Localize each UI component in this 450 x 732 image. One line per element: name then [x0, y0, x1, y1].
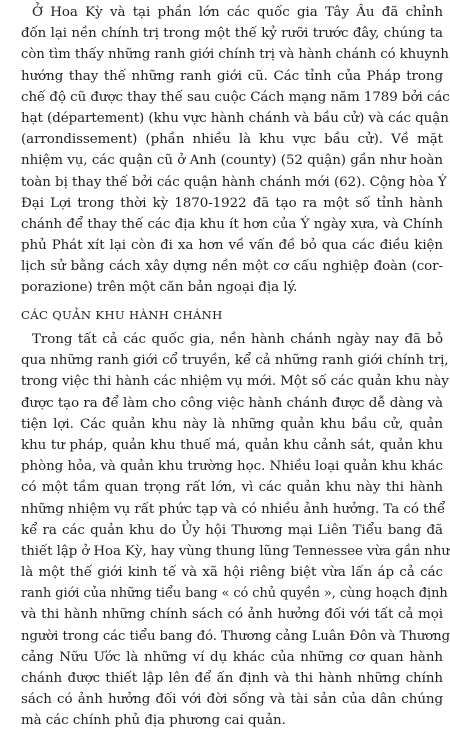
text-line: phủ Phát xít lại còn đi xa hơn về vấn đề bỏ qua các điều kiện [21, 238, 443, 254]
text-line: qua những ranh giới cổ truyền, kể cả những ranh giới chính trị, [21, 353, 449, 369]
text-line: Đại Lợi trong thời kỳ 1870-1922 đã tạo ra một số tỉnh hành [21, 195, 443, 211]
text-line: được tạo ra để làm cho công việc hành chánh được dễ dàng và [21, 395, 443, 411]
text-line: mà các chính phủ địa phương cai quản. [21, 713, 286, 729]
text-line: hướng thay thế những ranh giới cũ. Các tỉnh của Pháp trong [21, 68, 443, 84]
text-line: kể ra các quản khu do Ủy hội Thương mại Liên Tiểu bang đã [21, 522, 443, 538]
text-line: nhiệm vụ, các quận cũ ở Anh (county) (52 quận) gần như hoàn [21, 153, 443, 169]
text-line: Ở Hoa Kỳ và tại phần lớn các quốc gia Tây Âu đã chỉnh [32, 5, 443, 20]
text-line: và thi hành những chính sách có ảnh hưởng đối với tất cả mọi [21, 607, 443, 623]
text-line: là một thế giới kinh tế và xã hội riêng biệt vừa lấn áp cả các [21, 565, 443, 581]
text-line: khu tư pháp, quản khu thuế má, quản khu cảnh sát, quản khu [21, 437, 443, 453]
text-line: còn tìm thấy những ranh giới chính trị và hành chánh có khuynh [21, 47, 449, 63]
text-line: Trong tất cả các quốc gia, nền hành chánh ngày nay đã bỏ [32, 332, 443, 347]
text-line: chế độ cũ được thay thế sau cuộc Cách mạng năm 1789 bởi các [21, 89, 450, 105]
text-line: những nhiệm vụ rất phức tạp và có nhiều ảnh hưởng. Ta có thể [21, 501, 446, 517]
text-line: có một tầm quan trọng rất lớn, vì các quản khu này thi hành [21, 480, 443, 496]
text-line: lịch sử bằng cách xây dựng nền một cơ cấu nghiệp đoàn (cor- [21, 259, 443, 275]
text-line: ranh giới của những tiểu bang « có chủ quyền », cùng hoạch định [21, 586, 448, 602]
section-heading: CÁC QUẢN KHU HÀNH CHÁNH [21, 308, 223, 322]
text-line: sách có ảnh hưởng đối với đời sống và tài sản của dân chúng [21, 692, 443, 708]
text-line: người trong các tiểu bang đó. Thương cảng Luân Đôn và Thương [21, 628, 450, 644]
text-line: tiện lợi. Các quản khu này là những quản khu bầu cử, quản [21, 416, 443, 432]
text-line: trong việc thi hành các nhiệm vụ mới. Một số các quản khu này [21, 374, 449, 390]
text-line: đốn lại nền chính trị trong một thế kỷ rưỡi trước đây, chúng ta [21, 26, 443, 42]
text-line: cảng Nữu Ước là những ví dụ khác của những cơ quan hành [21, 649, 443, 665]
text-line: toàn bị thay thế bởi các quận hành chánh mới (62). Cộng hòa Ý [21, 174, 447, 190]
text-line: thiết lập ở Hoa Kỳ, hay vùng thung lũng Tennessee vừa gần như [21, 543, 450, 559]
paragraph-administrative-districts [0, 329, 450, 732]
text-line: (arrondissement) (phần nhiều là khu vực bầu cử). Về mặt [21, 132, 443, 148]
text-line: porazione) trên một căn bản ngoại địa lý. [21, 280, 298, 296]
text-line: chánh được thiết lập lên để ấn định và thi hành những chính [21, 671, 443, 686]
paragraph-intro [0, 2, 450, 299]
text-line: phòng hỏa, và quản khu trường học. Nhiều loại quản khu khác [21, 459, 443, 475]
text-line: chánh để thay thế các địa khu ít hơn của Ý ngày xưa, và Chính [21, 216, 443, 232]
text-line: hạt (département) (khu vực hành chánh và bầu cử) và các quận [21, 110, 449, 126]
